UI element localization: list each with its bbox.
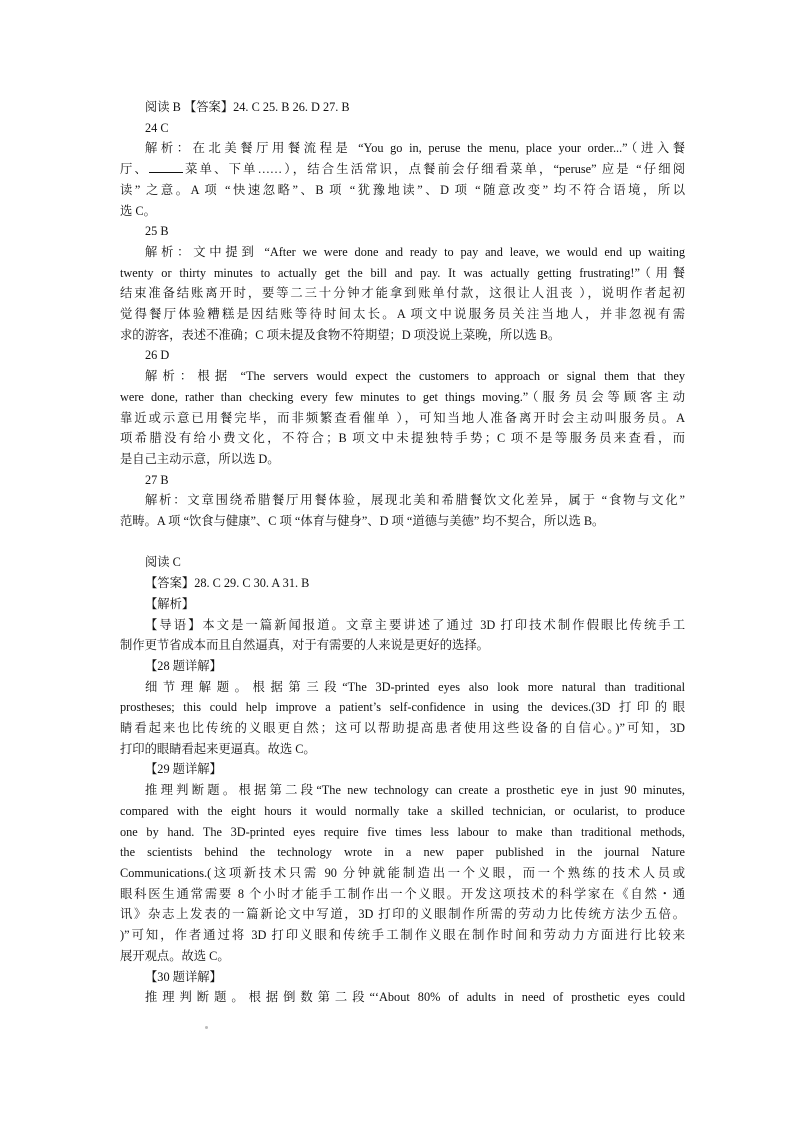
q28-label: 【28 题详解】 [145,658,222,673]
reading-c-title: 阅读 C [145,555,181,570]
reading-c-answer-line: 【答案】28. C 29. C 30. A 31. B [145,576,310,591]
q29-line-4: the scientists behind the technology wrote in a new paper published in the journal Nature [120,845,685,860]
q27-line-2: 范畴。A 项 “饮食与健康”、C 项 “体育与健身”、D 项 “道德与美德” 均不契合，所以选 B。 [120,514,605,529]
q26-line-5: 是自己主动示意，所以选 D。 [120,451,280,466]
intro-line-1: 【导语】本文是一篇新闻报道。文章主要讲述了通过 3D 打印技术制作假眼比传统手工 [145,617,685,632]
q29-line-9: 展开观点。故选 C。 [120,948,230,963]
q24-line-2 [120,159,685,180]
q25-line-4: 觉得餐厅体验糟糕是因结账等待时间太长。A 项文中说服务员关注当地人，并非忽视有需 [120,307,685,322]
q28-line-3: 睛看起来也比传统的义眼更自然；这可以帮助提高患者使用这些设备的自信心。)”可知，3D [120,721,685,736]
q29-line-3: one by hand. The 3D-printed eyes require five times less labour to make than traditional methods, [120,824,685,839]
q25-line-5: 求的游客，表述不准确；C 项未提及食物不符期望；D 项没说上菜晚，所以选 B。 [120,327,561,342]
q25-line-1: 解析：文中提到 “After we were done and ready to pay and leave, we would end up waiting [145,244,685,259]
q27-number: 27 B [145,472,169,487]
document-page [120,97,685,1008]
q24-line-2-text: 菜单、下单……），结合生活常识，点餐前会仔细看菜单，“peruse” 应是 “仔细阅 [182,162,685,177]
q29-line-8: )”可知，作者通过将 3D 打印义眼和传统手工制作义眼在制作时间和劳动力方面进行比较来 [120,928,685,943]
q28-line-4: 打印的眼睛看起来更逼真。故选 C。 [120,741,316,756]
q29-line-6: 眼科医生通常需要 8 个小时才能手工制作出一个义眼。开发这项技术的科学家在《自然・通 [120,886,685,901]
q29-line-5: Communications.(这项新技术只需 90 分钟就能制造出一个义眼，而一个熟练的技术人员或 [120,866,685,880]
q26-line-4: 项希腊没有给小费文化，不符合；B 项文中未提独特手势；C 项不是等服务员来查看，而 [120,431,685,446]
q26-line-3: 靠近或示意已用餐完毕，而非频繁查看催单 ），可知当地人准备离开时会主动叫服务员。A [120,410,685,425]
analysis-label: 【解析】 [145,596,195,611]
scan-speck [205,1026,208,1029]
q29-line-1: 推理判断题。根据第二段“The new technology can create a prosthetic eye in just 90 minutes, [145,783,685,798]
q26-line-2: were done, rather than checking every few minutes to get things moving.”（服务员会等顾客主动 [120,389,685,404]
reading-b-answer-line: 阅读 B 【答案】24. C 25. B 26. D 27. B [145,100,350,114]
section-gap [120,532,685,553]
q24-line-3: 读” 之意。A 项 “快速忽略”、B 项 “犹豫地读”、D 项 “随意改变” 均不符合语境，所以 [120,182,685,197]
q29-line-2: compared with the eight hours it would normally take a skilled technician, or ocularist, to produce [120,803,685,818]
q25-number: 25 B [145,224,169,239]
q25-line-2: twenty or thirty minutes to actually get the bill and pay. It was actually getting frustrating!”（用餐 [120,265,685,280]
q29-line-7: 讯》杂志上发表的一篇新论文中写道，3D 打印的义眼制作所需的劳动力比传统方法少五倍。 [120,907,685,922]
q26-line-1: 解析：根据 “The servers would expect the customers to approach or signal them that they [145,369,685,384]
q24-number: 24 C [145,120,169,135]
q24-line-1: 解析：在北美餐厅用餐流程是 “You go in, peruse the menu, place your order...”（进入餐 [145,141,685,156]
q25-line-3: 结束准备结账离开时，要等二三十分钟才能拿到账单付款，这很让人沮丧 ），说明作者起初 [120,286,685,301]
blank-underline [149,160,183,173]
q24-line-4: 选 C。 [120,203,156,218]
q30-label: 【30 题详解】 [145,969,222,984]
q28-line-1: 细节理解题。根据第三段“The 3D-printed eyes also look more natural than traditional [145,679,685,694]
q26-number: 26 D [145,348,170,363]
intro-line-2: 制作更节省成本而且自然逼真，对于有需要的人来说是更好的选择。 [120,638,489,653]
q29-label: 【29 题详解】 [145,762,222,777]
q28-line-2: prostheses; this could help improve a patient’s self-confidence in using the devices.(3D 打印的眼 [120,700,685,715]
q24-line-2-prefix: 厅、 [120,162,149,177]
q30-line-1: 推理判断题。根据倒数第二段“‘About 80% of adults in need of prosthetic eyes could [145,990,685,1005]
q27-line-1: 解析：文章围绕希腊餐厅用餐体验，展现北美和希腊餐饮文化差异，属于 “食物与文化” [145,493,685,508]
